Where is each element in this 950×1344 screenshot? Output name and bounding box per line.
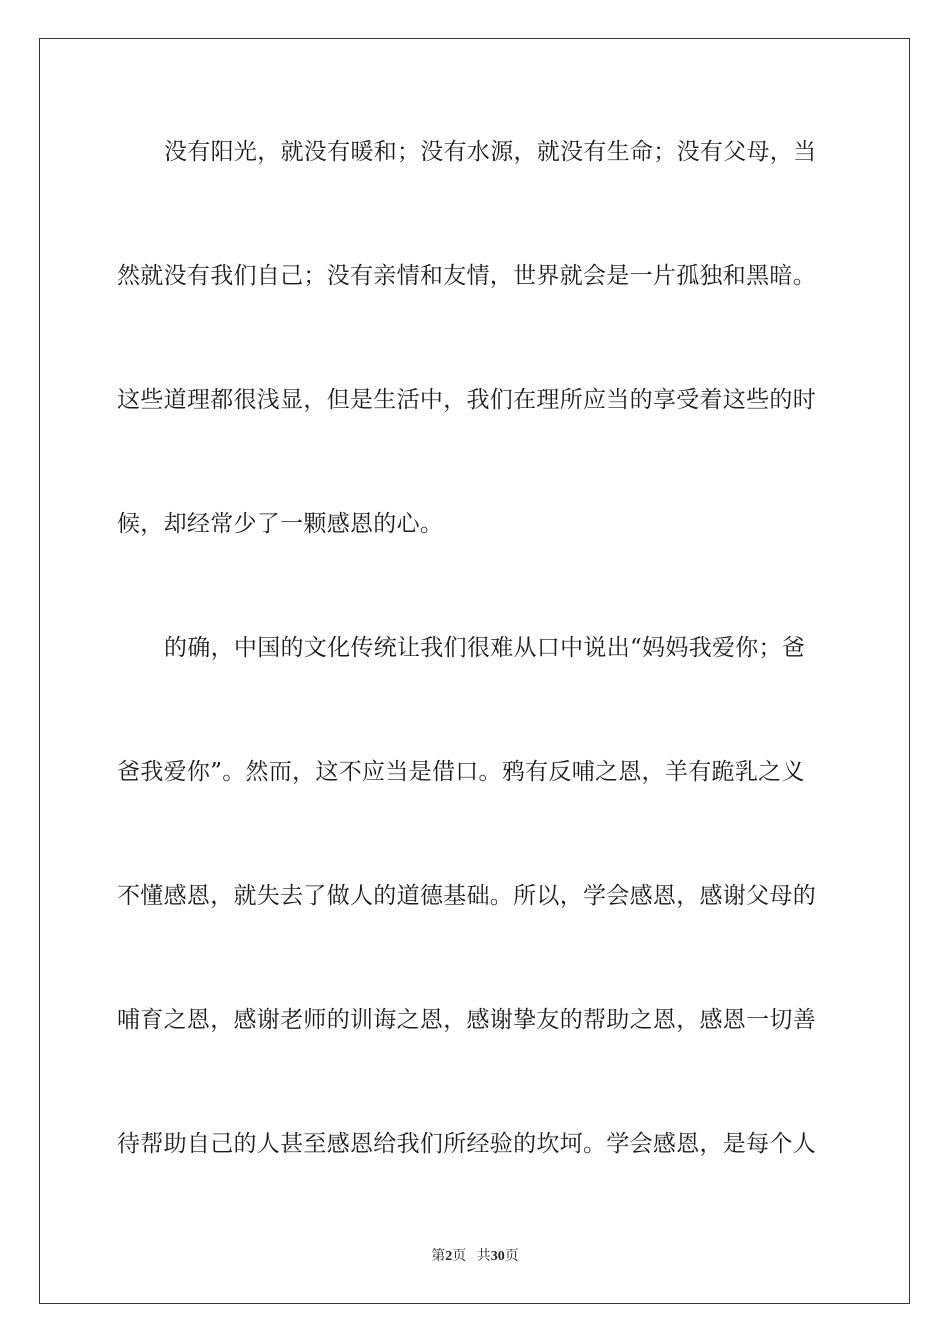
total-label: 共 [476, 1249, 491, 1264]
page-unit: 页 [452, 1249, 467, 1264]
page-border [39, 38, 910, 1304]
text-line-1: 没有阳光，就没有暖和；没有水源，就没有生命；没有父母，当 [164, 139, 817, 165]
text-line-5: 的确，中国的文化传统让我们很难从口中说出“妈妈我爱你；爸 [164, 635, 806, 661]
text-line-3: 这些道理都很浅显，但是生活中，我们在理所应当的享受着这些的时 [117, 387, 816, 413]
page-label: 第 [431, 1249, 446, 1264]
text-line-9: 待帮助自己的人甚至感恩给我们所经验的坎坷。学会感恩，是每个人 [117, 1131, 816, 1157]
total-pages: 30 [490, 1249, 505, 1264]
text-line-6: 爸我爱你”。然而，这不应当是借口。鸦有反哺之恩，羊有跪乳之义 [117, 759, 805, 785]
text-line-7: 不懂感恩，就失去了做人的道德基础。所以，学会感恩，感谢父母的 [117, 883, 816, 909]
page-number: 2 [445, 1249, 453, 1264]
text-line-4: 候，却经常少了一颗感恩的心。 [117, 511, 444, 537]
text-line-2: 然就没有我们自己；没有亲情和友情，世界就会是一片孤独和黑暗。 [117, 263, 816, 289]
total-unit: 页 [504, 1249, 519, 1264]
text-line-8: 哺育之恩，感谢老师的训诲之恩，感谢挚友的帮助之恩，感恩一切善 [117, 1007, 816, 1033]
page-footer [0, 1248, 950, 1266]
